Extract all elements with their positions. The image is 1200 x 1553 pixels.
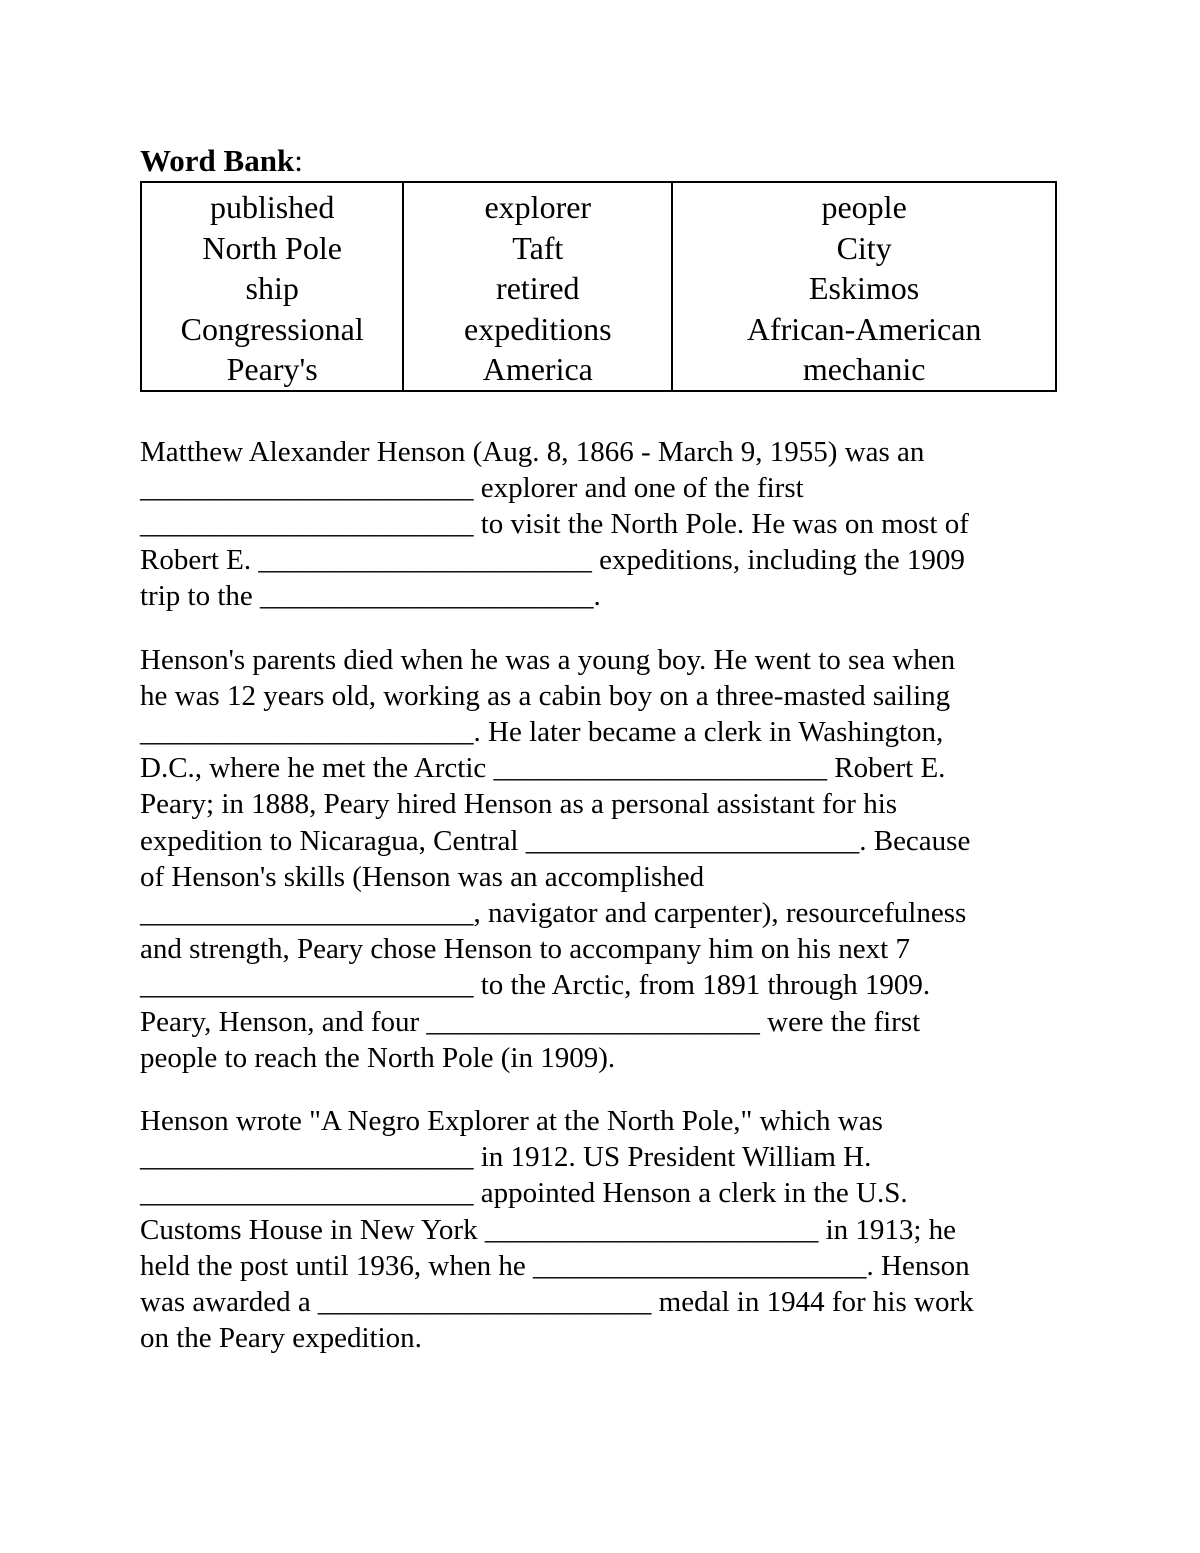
word-bank-word: ship — [245, 270, 299, 306]
paragraph-line: _______________________ to the Arctic, from 1891 through 1909. — [140, 969, 931, 1002]
word-bank-word: Taft — [512, 229, 564, 266]
paragraph-line: _______________________, navigator and carpenter), resourcefulness — [140, 896, 967, 929]
word-bank-word: City — [836, 229, 892, 266]
paragraph-line: Customs House in New York _______________________ in 1913; he — [140, 1213, 957, 1246]
word-bank-column-2 — [403, 182, 672, 391]
paragraph-line: D.C., where he met the Arctic _______________________ Robert E. — [140, 752, 946, 785]
paragraph-line: and strength, Peary chose Henson to accompany him on his next 7 — [140, 933, 910, 966]
paragraph-3 — [140, 1103, 1060, 1356]
paragraph-line: _______________________. He later became a clerk in Washington, — [140, 715, 944, 748]
word-bank-word: expeditions — [464, 310, 612, 347]
word-bank-title: Word Bank — [140, 143, 295, 178]
word-bank-word: North Pole — [202, 229, 342, 266]
word-bank-column-1 — [141, 182, 403, 391]
paragraph-2 — [140, 642, 1060, 1076]
paragraph-line: Matthew Alexander Henson (Aug. 8, 1866 - March 9, 1955) was an — [140, 435, 925, 468]
paragraph-line: held the post until 1936, when he _______________________. Henson — [140, 1249, 970, 1282]
word-bank-heading — [140, 143, 1060, 179]
paragraph-line: Henson wrote "A Negro Explorer at the North Pole," which was — [140, 1104, 883, 1137]
worksheet-page — [140, 143, 1060, 1356]
word-bank-word: people — [821, 189, 907, 225]
word-bank-word: mechanic — [802, 351, 926, 387]
word-bank-word: retired — [496, 270, 580, 306]
paragraph-line: of Henson's skills (Henson was an accomplished — [140, 860, 705, 893]
word-bank-word: Peary's — [226, 351, 318, 387]
paragraph-line: trip to the _______________________. — [140, 580, 601, 613]
paragraph-line: was awarded a _______________________ medal in 1944 for his work — [140, 1285, 974, 1318]
paragraph-line: on the Peary expedition. — [140, 1322, 422, 1355]
word-bank-column-3 — [672, 182, 1056, 391]
word-bank-word: Congressional — [180, 310, 364, 347]
word-bank-colon: : — [294, 143, 303, 178]
word-bank-word: African-American — [746, 310, 982, 347]
paragraph-line: people to reach the North Pole (in 1909). — [140, 1041, 616, 1074]
word-bank-word: America — [482, 351, 593, 387]
word-bank-row — [141, 182, 1056, 391]
paragraph-1 — [140, 434, 1060, 615]
paragraph-line: Peary; in 1888, Peary hired Henson as a personal assistant for his — [140, 788, 898, 821]
paragraph-line: Henson's parents died when he was a young boy. He went to sea when — [140, 643, 956, 676]
paragraph-line: _______________________ appointed Henson a clerk in the U.S. — [140, 1177, 908, 1210]
paragraph-line: he was 12 years old, working as a cabin boy on a three-masted sailing — [140, 679, 951, 712]
paragraph-line: expedition to Nicaragua, Central _______________________. Because — [140, 824, 971, 857]
word-bank-word: published — [209, 189, 335, 225]
paragraph-line: _______________________ explorer and one of the first — [140, 471, 804, 504]
word-bank-word: Eskimos — [809, 270, 920, 306]
paragraph-line: _______________________ to visit the North Pole. He was on most of — [140, 507, 969, 540]
paragraph-line: Robert E. _______________________ expeditions, including the 1909 — [140, 544, 965, 577]
paragraph-line: Peary, Henson, and four _______________________ were the first — [140, 1005, 921, 1038]
paragraph-line: _______________________ in 1912. US President William H. — [140, 1141, 872, 1174]
word-bank-table — [140, 181, 1057, 392]
word-bank-word: explorer — [484, 189, 592, 225]
